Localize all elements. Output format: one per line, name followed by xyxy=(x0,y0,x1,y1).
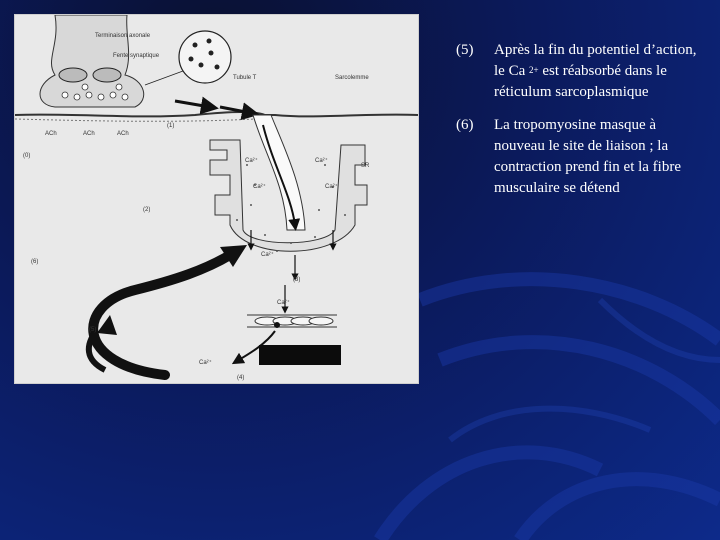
item-text xyxy=(456,40,706,103)
label-ach: ACh xyxy=(117,131,129,137)
myosin-block xyxy=(259,345,341,365)
step-6-item xyxy=(456,115,706,199)
label-ca: Ca²⁺ xyxy=(245,158,258,164)
label-ca: Ca²⁺ xyxy=(261,252,274,258)
label-step: (0) xyxy=(23,153,31,159)
label-step: (3) xyxy=(293,277,301,283)
item-number: (5) xyxy=(456,42,474,58)
return-arrow xyxy=(93,255,230,375)
label-step: (4) xyxy=(237,375,245,381)
label-sarcolemme: Sarcolemme xyxy=(335,75,369,81)
label-terminaison: Terminaison axonale xyxy=(95,33,151,39)
sarcolemma xyxy=(15,112,418,116)
label-ca: Ca²⁺ xyxy=(199,360,212,366)
diagram-drawing xyxy=(15,15,418,383)
label-ca: Ca²⁺ xyxy=(277,300,290,306)
label-step: (5) xyxy=(89,327,97,333)
muscle-contraction-diagram xyxy=(14,14,419,384)
myofilaments xyxy=(255,317,333,325)
label-step: (1) xyxy=(167,123,175,129)
label-step: (2) xyxy=(143,207,151,213)
superscript: 2+ xyxy=(529,65,539,75)
mitochondrion xyxy=(59,68,87,82)
explanation-text xyxy=(456,40,706,211)
label-ach: ACh xyxy=(83,131,95,137)
label-ca: Ca²⁺ xyxy=(253,184,266,190)
item-text-part: est réabsorbé dans le réticulum sarcoplasmique xyxy=(494,63,667,100)
label-ca: Ca²⁺ xyxy=(315,158,328,164)
zoom-circle xyxy=(179,31,231,83)
item-text-part: Après la fin du potentiel d’action, le Ca xyxy=(494,42,697,79)
label-tubule: Tubule T xyxy=(233,75,257,81)
item-text-part: La tropomyosine masque à nouveau le site de liaison ; la contraction prend fin et la fibre musculaire se détend xyxy=(494,117,682,196)
mitochondrion xyxy=(93,68,121,82)
label-ach: ACh xyxy=(45,131,57,137)
label-sr: SR xyxy=(361,163,370,169)
item-text xyxy=(456,115,706,199)
label-fente: Fente synaptique xyxy=(113,53,160,59)
label-step: (6) xyxy=(31,259,39,265)
step-5-item xyxy=(456,40,706,103)
item-number: (6) xyxy=(456,117,474,133)
label-ca: Ca²⁺ xyxy=(325,184,338,190)
